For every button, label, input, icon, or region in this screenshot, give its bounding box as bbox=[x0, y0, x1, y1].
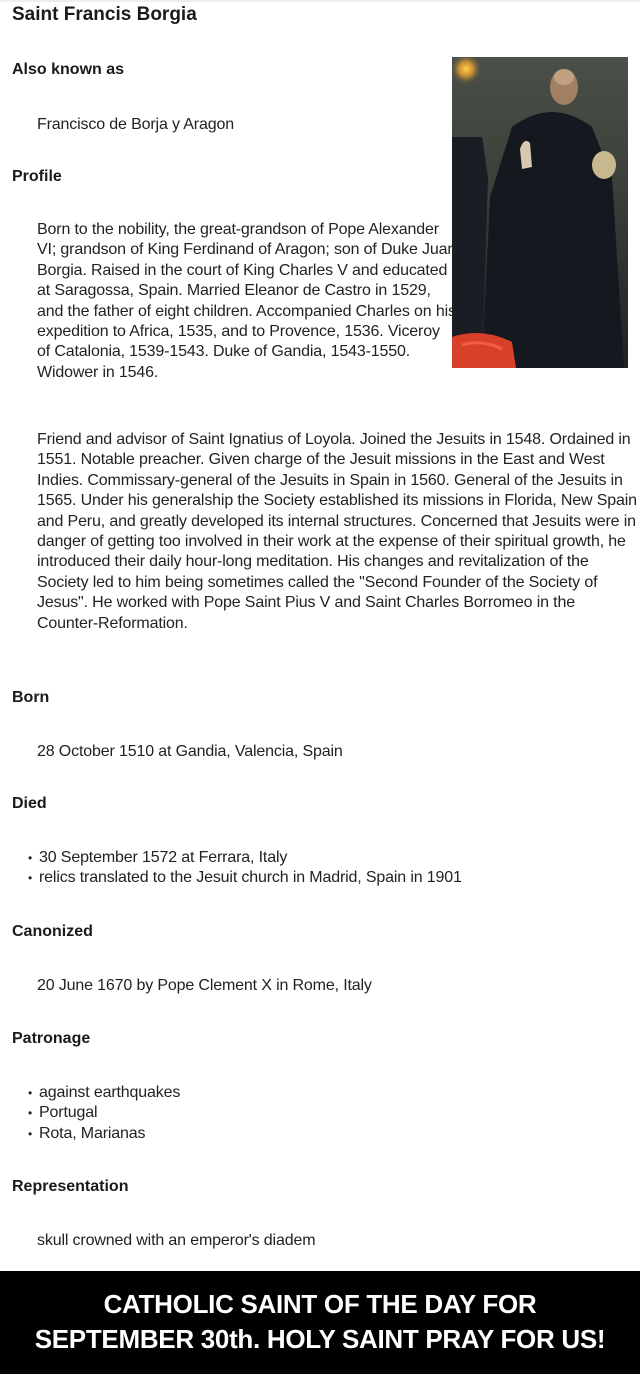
heading-canonized: Canonized bbox=[12, 923, 93, 940]
heading-patronage: Patronage bbox=[12, 1030, 91, 1047]
also-known-as-value: Francisco de Borja y Aragon bbox=[37, 116, 234, 133]
heading-representation: Representation bbox=[12, 1178, 129, 1195]
heading-born: Born bbox=[12, 689, 50, 706]
saint-portrait-image bbox=[452, 57, 628, 368]
top-divider bbox=[0, 0, 640, 2]
died-list bbox=[28, 848, 462, 889]
caption-banner bbox=[0, 1271, 640, 1374]
list-item: • against earthquakes bbox=[28, 1083, 180, 1103]
profile-paragraph-1: Born to the nobility, the great-grandson of Pope Alexander VI; grandson of King Ferdinand of Aragon; son of Duke Juan Borgia. Raised in the court of King Charles V and educated at Saragossa, Spain. Married Eleanor de Castro in 1529, and the father of eight children. Accompanied Charles on his expedition to Africa, 1535, and to Provence, 1536. Viceroy of Catalonia, 1539-1543. Duke of Gandia, 1543-1550. Widower in 1546. bbox=[37, 221, 457, 381]
banner-line-2: SEPTEMBER 30th. HOLY SAINT PRAY FOR US! bbox=[34, 1324, 606, 1354]
canonized-value: 20 June 1670 by Pope Clement X in Rome, Italy bbox=[37, 977, 372, 994]
page-title: Saint Francis Borgia bbox=[12, 4, 197, 25]
representation-value: skull crowned with an emperor's diadem bbox=[37, 1232, 316, 1249]
heading-profile: Profile bbox=[12, 168, 62, 185]
profile-paragraph-2: Friend and advisor of Saint Ignatius of Loyola. Joined the Jesuits in 1548. Ordained in 1551. Notable preacher. Given charge of the Jesuit missions in the East and West Indies. Commissary-general of the Jesuits in Spain in 1560. General of the Jesuits in 1565. Under his generalship the Society established its missions in Florida, New Spain and Peru, and greatly developed its internal structures. Concerned that Jesuits were in danger of getting too involved in their work at the expense of their spiritual growth, he introduced their daily hour-long meditation. His changes and revitalization of the Society led to him being sometimes called the "Second Founder of the Society of Jesus". He worked with Pope Saint Pius V and Saint Charles Borromeo in the Counter-Reformation. bbox=[37, 431, 637, 632]
heading-died: Died bbox=[12, 795, 47, 812]
heading-also-known-as: Also known as bbox=[12, 61, 125, 78]
patronage-list bbox=[28, 1083, 180, 1144]
list-item: • 30 September 1572 at Ferrara, Italy bbox=[28, 848, 462, 868]
list-item: • relics translated to the Jesuit church in Madrid, Spain in 1901 bbox=[28, 868, 462, 888]
banner-line-1: CATHOLIC SAINT OF THE DAY FOR bbox=[103, 1289, 537, 1319]
list-item: • Portugal bbox=[28, 1103, 180, 1123]
list-item: • Rota, Marianas bbox=[28, 1124, 180, 1144]
born-value: 28 October 1510 at Gandia, Valencia, Spain bbox=[37, 743, 343, 760]
portrait-painting-icon bbox=[452, 57, 628, 368]
